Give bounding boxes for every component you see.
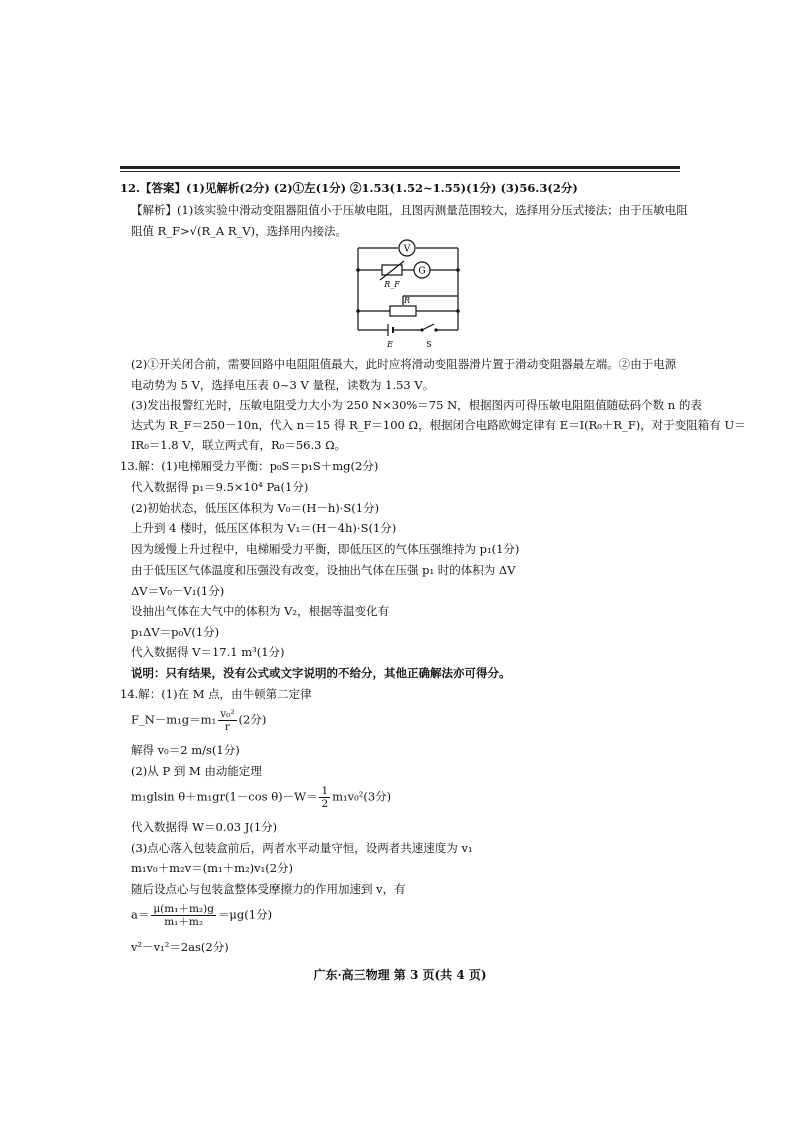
q13-line2: 代入数据得 p₁＝9.5×10⁴ Pa(1分)	[131, 480, 309, 494]
q13-line9: p₁ΔV＝p₀V(1分)	[131, 625, 220, 639]
q14-line3: (2)从 P 到 M 由动能定理	[131, 764, 262, 778]
eq3-left: a＝	[131, 907, 150, 922]
q14-equation1	[131, 708, 266, 733]
eq2-fraction	[319, 785, 330, 810]
q12-p3-line3: IR₀＝1.8 V，联立两式有，R₀＝56.3 Ω。	[131, 438, 347, 452]
sensor-label: R_F	[384, 280, 400, 289]
q14-equation2	[131, 785, 391, 810]
eq1-denominator: r	[224, 721, 230, 733]
q13-line8: 设抽出气体在大气中的体积为 V₂，根据等温变化有	[131, 604, 390, 618]
eq2-left: m₁glsin θ＋m₁gr(1－cos θ)－W＝	[131, 789, 318, 804]
q13-line1: 13.解：(1)电梯厢受力平衡：p₀S＝p₁S＋mg(2分)	[120, 459, 379, 473]
q12-answer: 12.【答案】(1)见解析(2分) (2)①左(1分) ②1.53(1.52~1.55)(1分) (3)56.3(2分)	[120, 181, 578, 195]
eq1-numerator: v₀²	[220, 708, 235, 720]
q12-analysis-line1: 【解析】(1)该实验中滑动变阻器阻值小于压敏电阻，且图丙测量范围较大，选择用分压式接法；由于压敏电阻	[131, 203, 688, 217]
q13-line5: 因为缓慢上升过程中，电梯厢受力平衡，即低压区的气体压强维持为 p₁(1分)	[131, 542, 520, 556]
q13-line10: 代入数据得 V＝17.1 m³(1分)	[131, 645, 285, 659]
header-rule-thick	[120, 166, 680, 169]
q12-p3-line2: 达式为 R_F＝250－10n，代入 n＝15 得 R_F＝100 Ω，根据闭合电路欧姆定律有 E＝I(R₀＋R_F)，对于变阻箱有 U＝	[131, 418, 746, 432]
eq3-fraction	[151, 903, 216, 928]
q14-line4: 代入数据得 W＝0.03 J(1分)	[131, 820, 278, 834]
eq1-left: F_N－m₁g＝m₁	[131, 712, 217, 727]
q13-line3: (2)初始状态，低压区体积为 V₀＝(H－h)·S(1分)	[131, 501, 380, 515]
eq2-denominator: 2	[321, 798, 329, 810]
q14-line7: 随后设点心与包装盒整体受摩擦力的作用加速到 v，有	[131, 882, 406, 896]
page-footer: 广东·高三物理 第 3 页(共 4 页)	[313, 968, 487, 982]
header-rule-thin	[120, 171, 680, 172]
galvanometer-symbol: G	[418, 266, 426, 277]
battery-label: E	[387, 340, 393, 349]
eq2-right: m₁v₀²(3分)	[332, 789, 392, 804]
voltmeter-symbol: V	[403, 244, 411, 255]
circuit-diagram	[350, 238, 465, 350]
q14-line6: m₁v₀＋m₂v＝(m₁＋m₂)v₁(2分)	[131, 861, 294, 875]
eq1-right: (2分)	[238, 712, 267, 727]
q12-p2-line2: 电动势为 5 V，选择电压表 0~3 V 量程，读数为 1.53 V。	[131, 378, 435, 392]
eq1-fraction	[218, 708, 236, 733]
q14-equation3	[131, 903, 272, 928]
q12-p2-line1: (2)①开关闭合前，需要回路中电阻阻值最大，此时应将滑动变阻器滑片置于滑动变阻器最左端。②由于电源	[131, 357, 677, 371]
q12-analysis-line2: 阻值 R_F>√(R_A R_V)，选择用内接法。	[131, 224, 348, 238]
q12-p3-line1: (3)发出报警红光时，压敏电阻受力大小为 250 N×30%＝75 N，根据图丙可得压敏电阻阻值随砝码个数 n 的表	[131, 398, 702, 412]
q13-line6: 由于低压区气体温度和压强没有改变，设抽出气体在压强 p₁ 时的体积为 ΔV	[131, 563, 516, 577]
q14-line1: 14.解：(1)在 M 点，由牛顿第二定律	[120, 687, 312, 701]
q14-line5: (3)点心落入包装盒前后，两者水平动量守恒，设两者共速速度为 v₁	[131, 841, 473, 855]
q14-line2: 解得 v₀＝2 m/s(1分)	[131, 743, 240, 757]
eq3-numerator: μ(m₁＋m₂)g	[153, 903, 214, 915]
switch-label: S	[426, 340, 432, 349]
q13-line7: ΔV＝V₀－V₁(1分)	[131, 584, 225, 598]
q13-note: 说明：只有结果，没有公式或文字说明的不给分，其他正确解法亦可得分。	[131, 666, 511, 680]
eq3-denominator: m₁＋m₂	[164, 916, 204, 928]
q14-line8: v²－v₁²＝2as(2分)	[131, 940, 229, 954]
q13-line4: 上升到 4 楼时，低压区体积为 V₁＝(H－4h)·S(1分)	[131, 521, 397, 535]
rheostat-label: R	[403, 296, 411, 305]
eq2-numerator: 1	[321, 785, 329, 797]
eq3-right: ＝μg(1分)	[217, 907, 273, 922]
